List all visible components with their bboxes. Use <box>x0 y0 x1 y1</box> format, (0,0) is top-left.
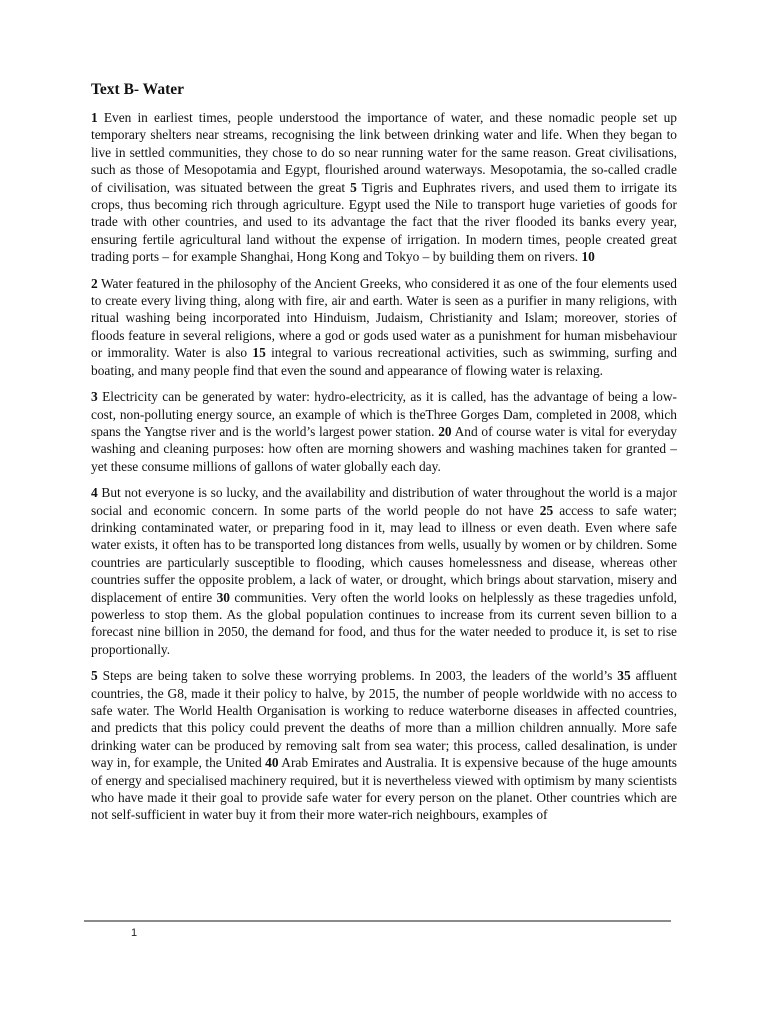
page-number: 1 <box>131 927 138 939</box>
paragraph-text: access to safe water; drinking contaminated water, or preparing food in it, may lead to illness or even death. Even where safe water exists, it often has to be transported long distances from wells, usually by women or by children. Some countries are particularly susceptible to flooding, which causes homelessness and disease, whereas other countries suffer the opposite problem, a lack of water, or drought, which brings about starvation, misery and displacement of entire <box>91 502 677 605</box>
paragraph <box>91 388 677 475</box>
paragraph-number: 4 <box>91 485 98 501</box>
footer-divider <box>84 920 671 922</box>
line-number: 30 <box>216 589 230 605</box>
paragraph-number: 3 <box>91 389 98 405</box>
paragraph-number: 5 <box>91 668 98 684</box>
document-page <box>91 80 677 833</box>
line-number: 10 <box>581 249 595 265</box>
paragraph <box>91 484 677 658</box>
paragraph-text: Electricity can be generated by water: hydro-electricity, as it is called, has the advantage of being a low-cost, non-polluting energy source, an example of which is theThree Gorges Dam, completed in 2008, which spans the Yangtse river and is the world’s largest power station. <box>91 389 677 439</box>
paragraph-text: Even in earliest times, people understood the importance of water, and these nomadic people set up temporary shelters near streams, recognising the link between drinking water and life. When they began to live in settled communities, they chose to do so near running water for the same reason. Great civilisations, such as those of Mesopotamia and Egypt, flourished around waterways. Mesopotamia, the so-called cradle of civilisation, was situated between the great <box>91 110 677 195</box>
paragraph <box>91 275 677 379</box>
line-number: 5 <box>350 179 357 195</box>
paragraph <box>91 667 677 824</box>
paragraph-text: And of course water is vital for everyday washing and cleaning purposes: how often are morning showers and washing machines taken for granted – yet these consume millions of gallons of water globally each day. <box>91 423 677 474</box>
paragraph-text: Tigris and Euphrates rivers, and used them to irrigate its crops, thus becoming rich through agriculture. Egypt used the Nile to transport huge varieties of goods for trade with other countries, and used to its advantage the fact that the river flooded its banks every year, ensuring fertile agricultural land without the expense of irrigation. In modern times, people created great trading ports – for example Shanghai, Hong Kong and Tokyo – by building them on rivers. <box>91 179 677 265</box>
line-number: 25 <box>539 502 554 518</box>
paragraph-text: integral to various recreational activities, such as swimming, surfing and boating, and many people find that even the sound and appearance of flowing water is relaxing. <box>91 345 677 378</box>
paragraph-text: Steps are being taken to solve these worrying problems. In 2003, the leaders of the world’s <box>102 668 618 684</box>
paragraph-text: Arab Emirates and Australia. It is expensive because of the huge amounts of energy and specialised machinery required, but it is nevertheless viewed with optimism by many scientists who have made it their goal to provide safe water for every person on the planet. Other countries which are not self-sufficient in water buy it from their more water-rich neighbours, examples of <box>91 755 677 823</box>
document-body <box>91 109 677 824</box>
line-number: 20 <box>438 423 452 439</box>
document-title: Text B- Water <box>91 81 184 98</box>
paragraph-text: Water featured in the philosophy of the Ancient Greeks, who considered it as one of the four elements used to create every living thing, along with fire, air and earth. Water is seen as a purifier in many religions, with ritual washing being incorporated into Hinduism, Judaism, Christianity and Islam; moreover, stories of floods feature in several religions, where a god or gods used water as a punishment for human misbehaviour or immorality. Water is also <box>91 275 678 361</box>
paragraph <box>91 109 677 266</box>
paragraph-text: communities. Very often the world looks on helplessly as these tragedies unfold, powerless to stop them. As the global population continues to increase from its current seven billion to a forecast nine billion in 2050, the demand for food, and thus for the water needed to produce it, is set to rise proportionally. <box>91 589 678 657</box>
line-number: 40 <box>265 755 279 771</box>
paragraph-text: affluent countries, the G8, made it their policy to halve, by 2015, the number of people worldwide with no access to safe water. The World Health Organisation is working to reduce waterborne diseases in affected countries, and predicts that this policy could prevent the deaths of more than a million children annually. More safe drinking water can be produced by removing salt from sea water; this process, called desalination, is under way in, for example, the United <box>91 668 677 771</box>
line-number: 35 <box>617 668 631 684</box>
paragraph-number: 2 <box>91 275 98 291</box>
paragraph-number: 1 <box>91 110 98 125</box>
line-number: 15 <box>252 345 266 361</box>
paragraph-text: But not everyone is so lucky, and the availability and distribution of water throughout the world is a major social and economic concern. In some parts of the world people do not have <box>91 485 677 518</box>
